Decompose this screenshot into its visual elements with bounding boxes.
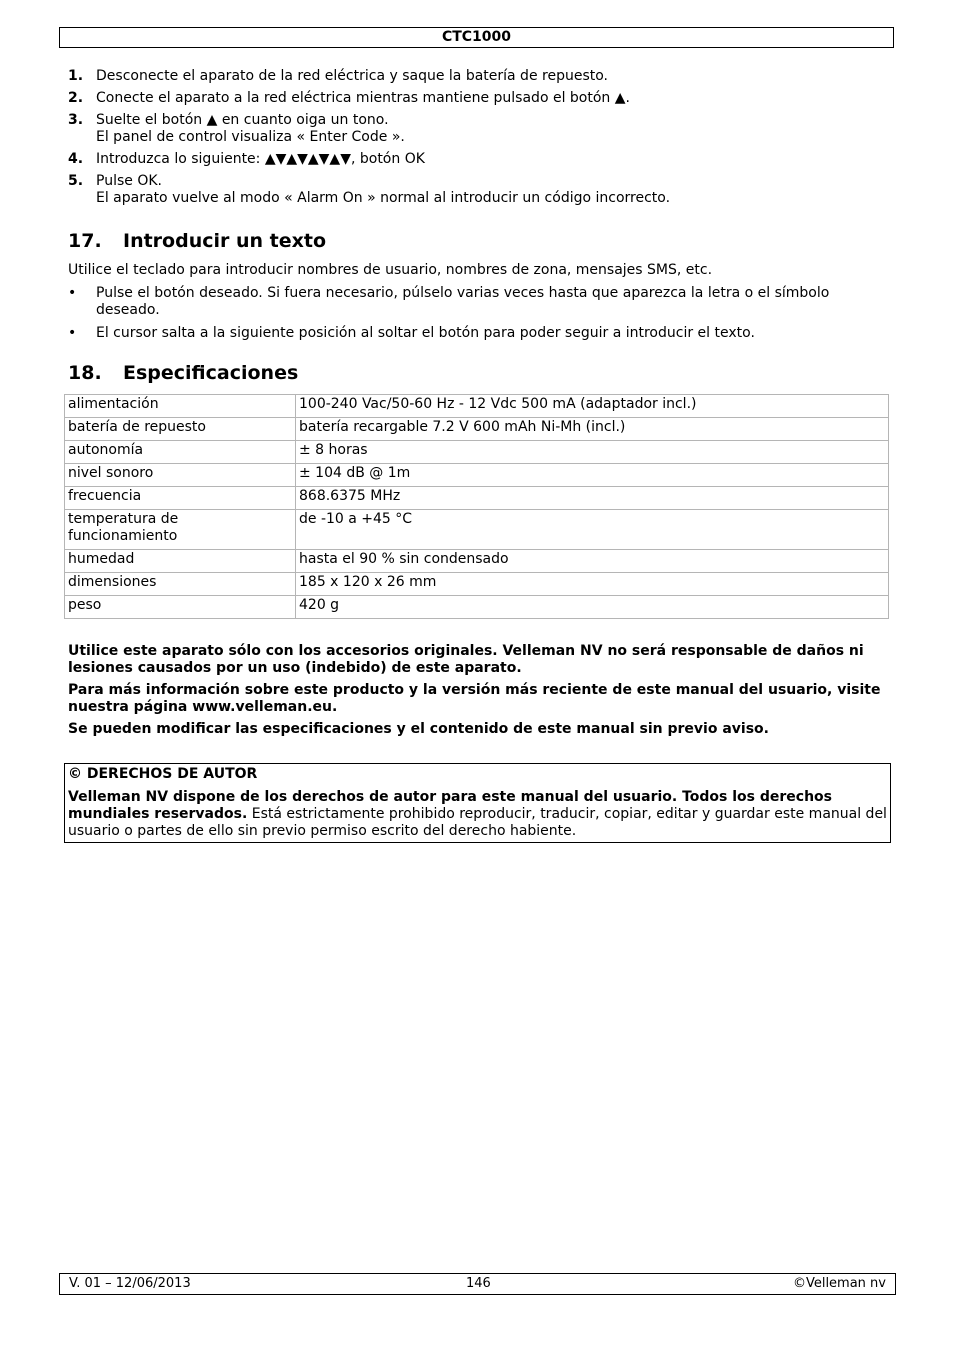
table-row [65, 464, 889, 487]
spec-label: temperatura de funcionamiento [65, 510, 296, 550]
specifications-table [64, 394, 889, 619]
bullet-item [68, 325, 888, 342]
spec-label: frecuencia [65, 487, 296, 510]
step-item [68, 112, 898, 146]
bullet-item [68, 285, 888, 319]
section-17-heading [68, 230, 326, 252]
spec-value: 420 g [296, 596, 889, 619]
table-row [65, 395, 889, 418]
bullet-marker: • [68, 325, 77, 341]
spec-label: humedad [65, 550, 296, 573]
spec-label: dimensiones [65, 573, 296, 596]
spec-value: de -10 a +45 °C [296, 510, 889, 550]
spec-label: autonomía [65, 441, 296, 464]
note-changes: Se pueden modificar las especificaciones y el contenido de este manual sin previo aviso. [68, 721, 769, 737]
table-row [65, 596, 889, 619]
footer-page-number: 146 [466, 1276, 491, 1291]
spec-value: batería recargable 7.2 V 600 mAh Ni-Mh (incl.) [296, 418, 889, 441]
section-18-heading [68, 362, 298, 384]
section-number: 17. [68, 230, 102, 252]
bullet-list [68, 285, 888, 348]
table-row [65, 573, 889, 596]
section-17-intro: Utilice el teclado para introducir nombres de usuario, nombres de zona, mensajes SMS, etc. [68, 262, 713, 278]
step-item [68, 90, 898, 107]
footer-version: V. 01 – 12/06/2013 [69, 1276, 191, 1291]
copyright-body [68, 789, 887, 840]
header-title: CTC1000 [441, 29, 512, 45]
step-text: El aparato vuelve al modo « Alarm On » normal al introducir un código incorrecto. [96, 190, 671, 206]
step-text: Introduzca lo siguiente: ▲▼▲▼▲▼▲▼, botón OK [96, 151, 425, 167]
page-footer [59, 1273, 896, 1295]
step-text: Suelte el botón ▲ en cuanto oiga un tono. [96, 112, 389, 128]
note-accessories: Utilice este aparato sólo con los accesorios originales. Velleman NV no será responsable de daños ni lesiones causados por un uso (indebido) de este aparato. [68, 643, 864, 676]
spec-label: alimentación [65, 395, 296, 418]
footer-company: ©Velleman nv [792, 1276, 886, 1291]
table-row [65, 441, 889, 464]
note-more-info: Para más información sobre este producto y la versión más reciente de este manual del usuario, visite nuestra página www.velleman.eu. [68, 682, 881, 715]
copyright-bold-text: Velleman NV dispone de los derechos de autor para este manual del usuario. Todos los derechos mundiales reservados. [68, 789, 833, 822]
spec-value: ± 104 dB @ 1m [296, 464, 889, 487]
step-list [68, 68, 898, 212]
step-number: 1. [68, 68, 84, 84]
bullet-text: Pulse el botón deseado. Si fuera necesario, púlselo varias veces hasta que aparezca la letra o el símbolo deseado. [96, 285, 830, 318]
table-row [65, 418, 889, 441]
step-text: Conecte el aparato a la red eléctrica mientras mantiene pulsado el botón ▲. [96, 90, 630, 106]
spec-value: hasta el 90 % sin condensado [296, 550, 889, 573]
step-number: 3. [68, 112, 84, 128]
spec-value: 185 x 120 x 26 mm [296, 573, 889, 596]
step-text: Desconecte el aparato de la red eléctrica y saque la batería de repuesto. [96, 68, 608, 84]
spec-value: 868.6375 MHz [296, 487, 889, 510]
copyright-heading: © DERECHOS DE AUTOR [68, 766, 258, 782]
spec-value: ± 8 horas [296, 441, 889, 464]
table-row [65, 487, 889, 510]
spec-label: peso [65, 596, 296, 619]
spec-label: batería de repuesto [65, 418, 296, 441]
page-header [59, 27, 894, 48]
step-item [68, 151, 898, 168]
step-item [68, 173, 898, 207]
bullet-text: El cursor salta a la siguiente posición al soltar el botón para poder seguir a introducir el texto. [96, 325, 755, 341]
spec-label: nivel sonoro [65, 464, 296, 487]
step-number: 5. [68, 173, 84, 189]
copyright-text: Está estrictamente prohibido reproducir, traducir, copiar, editar y guardar este manual del usuario o partes de ello sin previo permiso escrito del derecho habiente. [68, 806, 887, 839]
step-number: 2. [68, 90, 84, 106]
spec-value: 100-240 Vac/50-60 Hz - 12 Vdc 500 mA (adaptador incl.) [296, 395, 889, 418]
step-text: El panel de control visualiza « Enter Code ». [96, 129, 405, 145]
section-title: Especificaciones [123, 362, 299, 384]
bullet-marker: • [68, 285, 77, 301]
copyright-box [64, 763, 891, 843]
step-item [68, 68, 898, 85]
section-title: Introducir un texto [123, 230, 327, 252]
section-number: 18. [68, 362, 102, 384]
table-row [65, 550, 889, 573]
step-text: Pulse OK. [96, 173, 162, 189]
step-number: 4. [68, 151, 84, 167]
table-row [65, 510, 889, 550]
notes-block [68, 643, 888, 743]
